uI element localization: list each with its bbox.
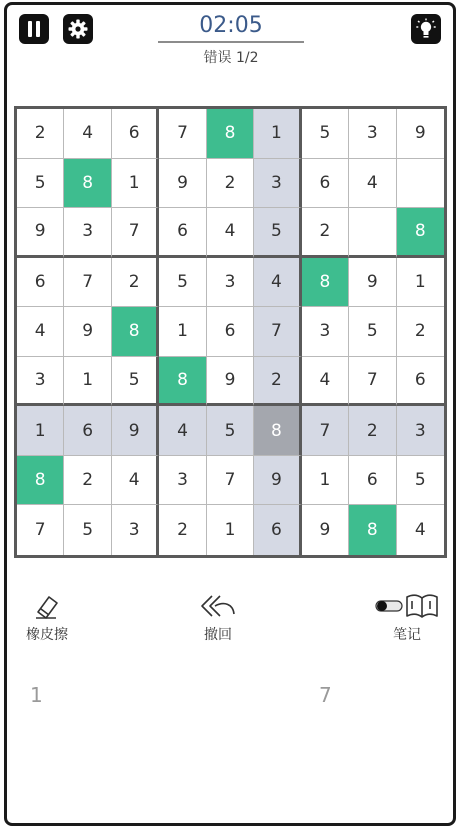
pause-button[interactable] bbox=[19, 14, 49, 44]
hint-button[interactable] bbox=[411, 14, 441, 44]
sudoku-cell[interactable]: 8 bbox=[17, 456, 64, 506]
sudoku-cell[interactable] bbox=[349, 208, 396, 258]
sudoku-cell[interactable]: 9 bbox=[397, 109, 444, 159]
settings-button[interactable] bbox=[63, 14, 93, 44]
sudoku-cell[interactable]: 2 bbox=[64, 456, 111, 506]
undo-label: 撤回 bbox=[204, 627, 232, 643]
sudoku-cell[interactable]: 4 bbox=[159, 406, 206, 456]
sudoku-cell[interactable]: 3 bbox=[112, 505, 159, 555]
number-pad-7[interactable]: 7 bbox=[319, 683, 332, 707]
sudoku-cell[interactable]: 8 bbox=[159, 357, 206, 407]
sudoku-cell[interactable]: 5 bbox=[17, 159, 64, 209]
sudoku-cell[interactable]: 7 bbox=[112, 208, 159, 258]
eraser-label: 橡皮擦 bbox=[26, 627, 68, 643]
sudoku-cell[interactable] bbox=[397, 159, 444, 209]
sudoku-cell[interactable]: 9 bbox=[112, 406, 159, 456]
lightbulb-icon bbox=[416, 18, 436, 40]
sudoku-cell[interactable]: 3 bbox=[254, 159, 301, 209]
sudoku-board bbox=[14, 106, 447, 558]
sudoku-cell[interactable]: 2 bbox=[17, 109, 64, 159]
sudoku-cell[interactable]: 3 bbox=[397, 406, 444, 456]
sudoku-cell[interactable]: 6 bbox=[112, 109, 159, 159]
sudoku-cell[interactable]: 7 bbox=[349, 357, 396, 407]
sudoku-cell[interactable]: 6 bbox=[302, 159, 349, 209]
notebook-icon bbox=[405, 592, 439, 620]
sudoku-cell[interactable]: 7 bbox=[64, 258, 111, 308]
sudoku-cell[interactable]: 5 bbox=[159, 258, 206, 308]
sudoku-cell[interactable]: 6 bbox=[64, 406, 111, 456]
sudoku-cell[interactable]: 5 bbox=[64, 505, 111, 555]
notes-label: 笔记 bbox=[393, 627, 421, 643]
sudoku-cell[interactable]: 6 bbox=[159, 208, 206, 258]
sudoku-cell[interactable]: 2 bbox=[159, 505, 206, 555]
sudoku-cell[interactable]: 4 bbox=[64, 109, 111, 159]
number-pad-1[interactable]: 1 bbox=[30, 683, 43, 707]
eraser-button[interactable] bbox=[18, 590, 76, 644]
sudoku-cell[interactable]: 3 bbox=[302, 307, 349, 357]
sudoku-cell[interactable]: 8 bbox=[397, 208, 444, 258]
sudoku-cell[interactable]: 3 bbox=[159, 456, 206, 506]
sudoku-cell[interactable]: 9 bbox=[349, 258, 396, 308]
sudoku-cell[interactable]: 2 bbox=[254, 357, 301, 407]
sudoku-cell[interactable]: 3 bbox=[207, 258, 254, 308]
sudoku-cell[interactable]: 9 bbox=[159, 159, 206, 209]
sudoku-cell[interactable]: 5 bbox=[254, 208, 301, 258]
sudoku-cell[interactable]: 8 bbox=[112, 307, 159, 357]
sudoku-cell[interactable]: 4 bbox=[207, 208, 254, 258]
sudoku-cell[interactable]: 6 bbox=[17, 258, 64, 308]
sudoku-cell[interactable]: 9 bbox=[302, 505, 349, 555]
toggle-off-icon[interactable] bbox=[375, 598, 405, 614]
sudoku-cell[interactable]: 1 bbox=[254, 109, 301, 159]
notes-button[interactable] bbox=[372, 590, 442, 644]
sudoku-cell[interactable]: 3 bbox=[64, 208, 111, 258]
sudoku-cell[interactable]: 6 bbox=[349, 456, 396, 506]
gear-icon bbox=[68, 19, 88, 39]
eraser-icon bbox=[32, 591, 62, 621]
undo-button[interactable] bbox=[190, 590, 246, 644]
sudoku-cell[interactable]: 4 bbox=[414, 520, 426, 541]
sudoku-cell[interactable]: 2 bbox=[349, 406, 396, 456]
sudoku-cell[interactable]: 6 bbox=[207, 307, 254, 357]
sudoku-cell[interactable]: 8 bbox=[207, 109, 254, 159]
timer-divider bbox=[158, 41, 304, 43]
sudoku-cell[interactable]: 8 bbox=[349, 505, 396, 555]
sudoku-cell[interactable]: 7 bbox=[207, 456, 254, 506]
sudoku-cell[interactable]: 6 bbox=[254, 505, 301, 555]
sudoku-cell[interactable]: 2 bbox=[397, 307, 444, 357]
sudoku-cell[interactable]: 7 bbox=[17, 505, 64, 555]
sudoku-cell[interactable]: 1 bbox=[112, 159, 159, 209]
sudoku-cell[interactable]: 1 bbox=[17, 406, 64, 456]
sudoku-cell[interactable]: 1 bbox=[64, 357, 111, 407]
sudoku-cell[interactable]: 5 bbox=[397, 456, 444, 506]
sudoku-cell[interactable]: 2 bbox=[207, 159, 254, 209]
sudoku-cell[interactable]: 9 bbox=[64, 307, 111, 357]
sudoku-cell[interactable]: 4 bbox=[254, 258, 301, 308]
sudoku-cell[interactable]: 4 bbox=[112, 456, 159, 506]
sudoku-cell[interactable]: 1 bbox=[159, 307, 206, 357]
sudoku-cell[interactable]: 9 bbox=[207, 357, 254, 407]
sudoku-cell[interactable]: 5 bbox=[349, 307, 396, 357]
sudoku-cell[interactable]: 3 bbox=[349, 109, 396, 159]
sudoku-cell[interactable]: 5 bbox=[302, 109, 349, 159]
sudoku-cell[interactable]: 1 bbox=[302, 456, 349, 506]
sudoku-cell[interactable]: 7 bbox=[254, 307, 301, 357]
sudoku-cell[interactable]: 1 bbox=[207, 505, 254, 555]
sudoku-cell[interactable]: 8 bbox=[254, 406, 301, 456]
sudoku-cell[interactable]: 2 bbox=[112, 258, 159, 308]
mistake-counter: 错误 1/2 bbox=[203, 50, 259, 66]
sudoku-cell[interactable]: 4 bbox=[349, 159, 396, 209]
sudoku-cell[interactable]: 1 bbox=[397, 258, 444, 308]
sudoku-cell[interactable]: 2 bbox=[302, 208, 349, 258]
sudoku-cell[interactable]: 5 bbox=[112, 357, 159, 407]
sudoku-cell[interactable]: 6 bbox=[397, 357, 444, 407]
sudoku-cell[interactable]: 3 bbox=[17, 357, 64, 407]
sudoku-cell[interactable]: 8 bbox=[64, 159, 111, 209]
sudoku-cell[interactable]: 7 bbox=[159, 109, 206, 159]
sudoku-cell[interactable]: 9 bbox=[17, 208, 64, 258]
sudoku-cell[interactable]: 7 bbox=[302, 406, 349, 456]
sudoku-cell[interactable]: 9 bbox=[254, 456, 301, 506]
sudoku-cell[interactable]: 8 bbox=[302, 258, 349, 308]
pause-icon bbox=[27, 21, 41, 37]
game-timer: 02:05 bbox=[199, 13, 263, 38]
undo-icon bbox=[198, 592, 238, 620]
sudoku-cell[interactable]: 5 bbox=[207, 406, 254, 456]
sudoku-cell[interactable]: 4 bbox=[17, 307, 64, 357]
sudoku-cell[interactable]: 4 bbox=[302, 357, 349, 407]
